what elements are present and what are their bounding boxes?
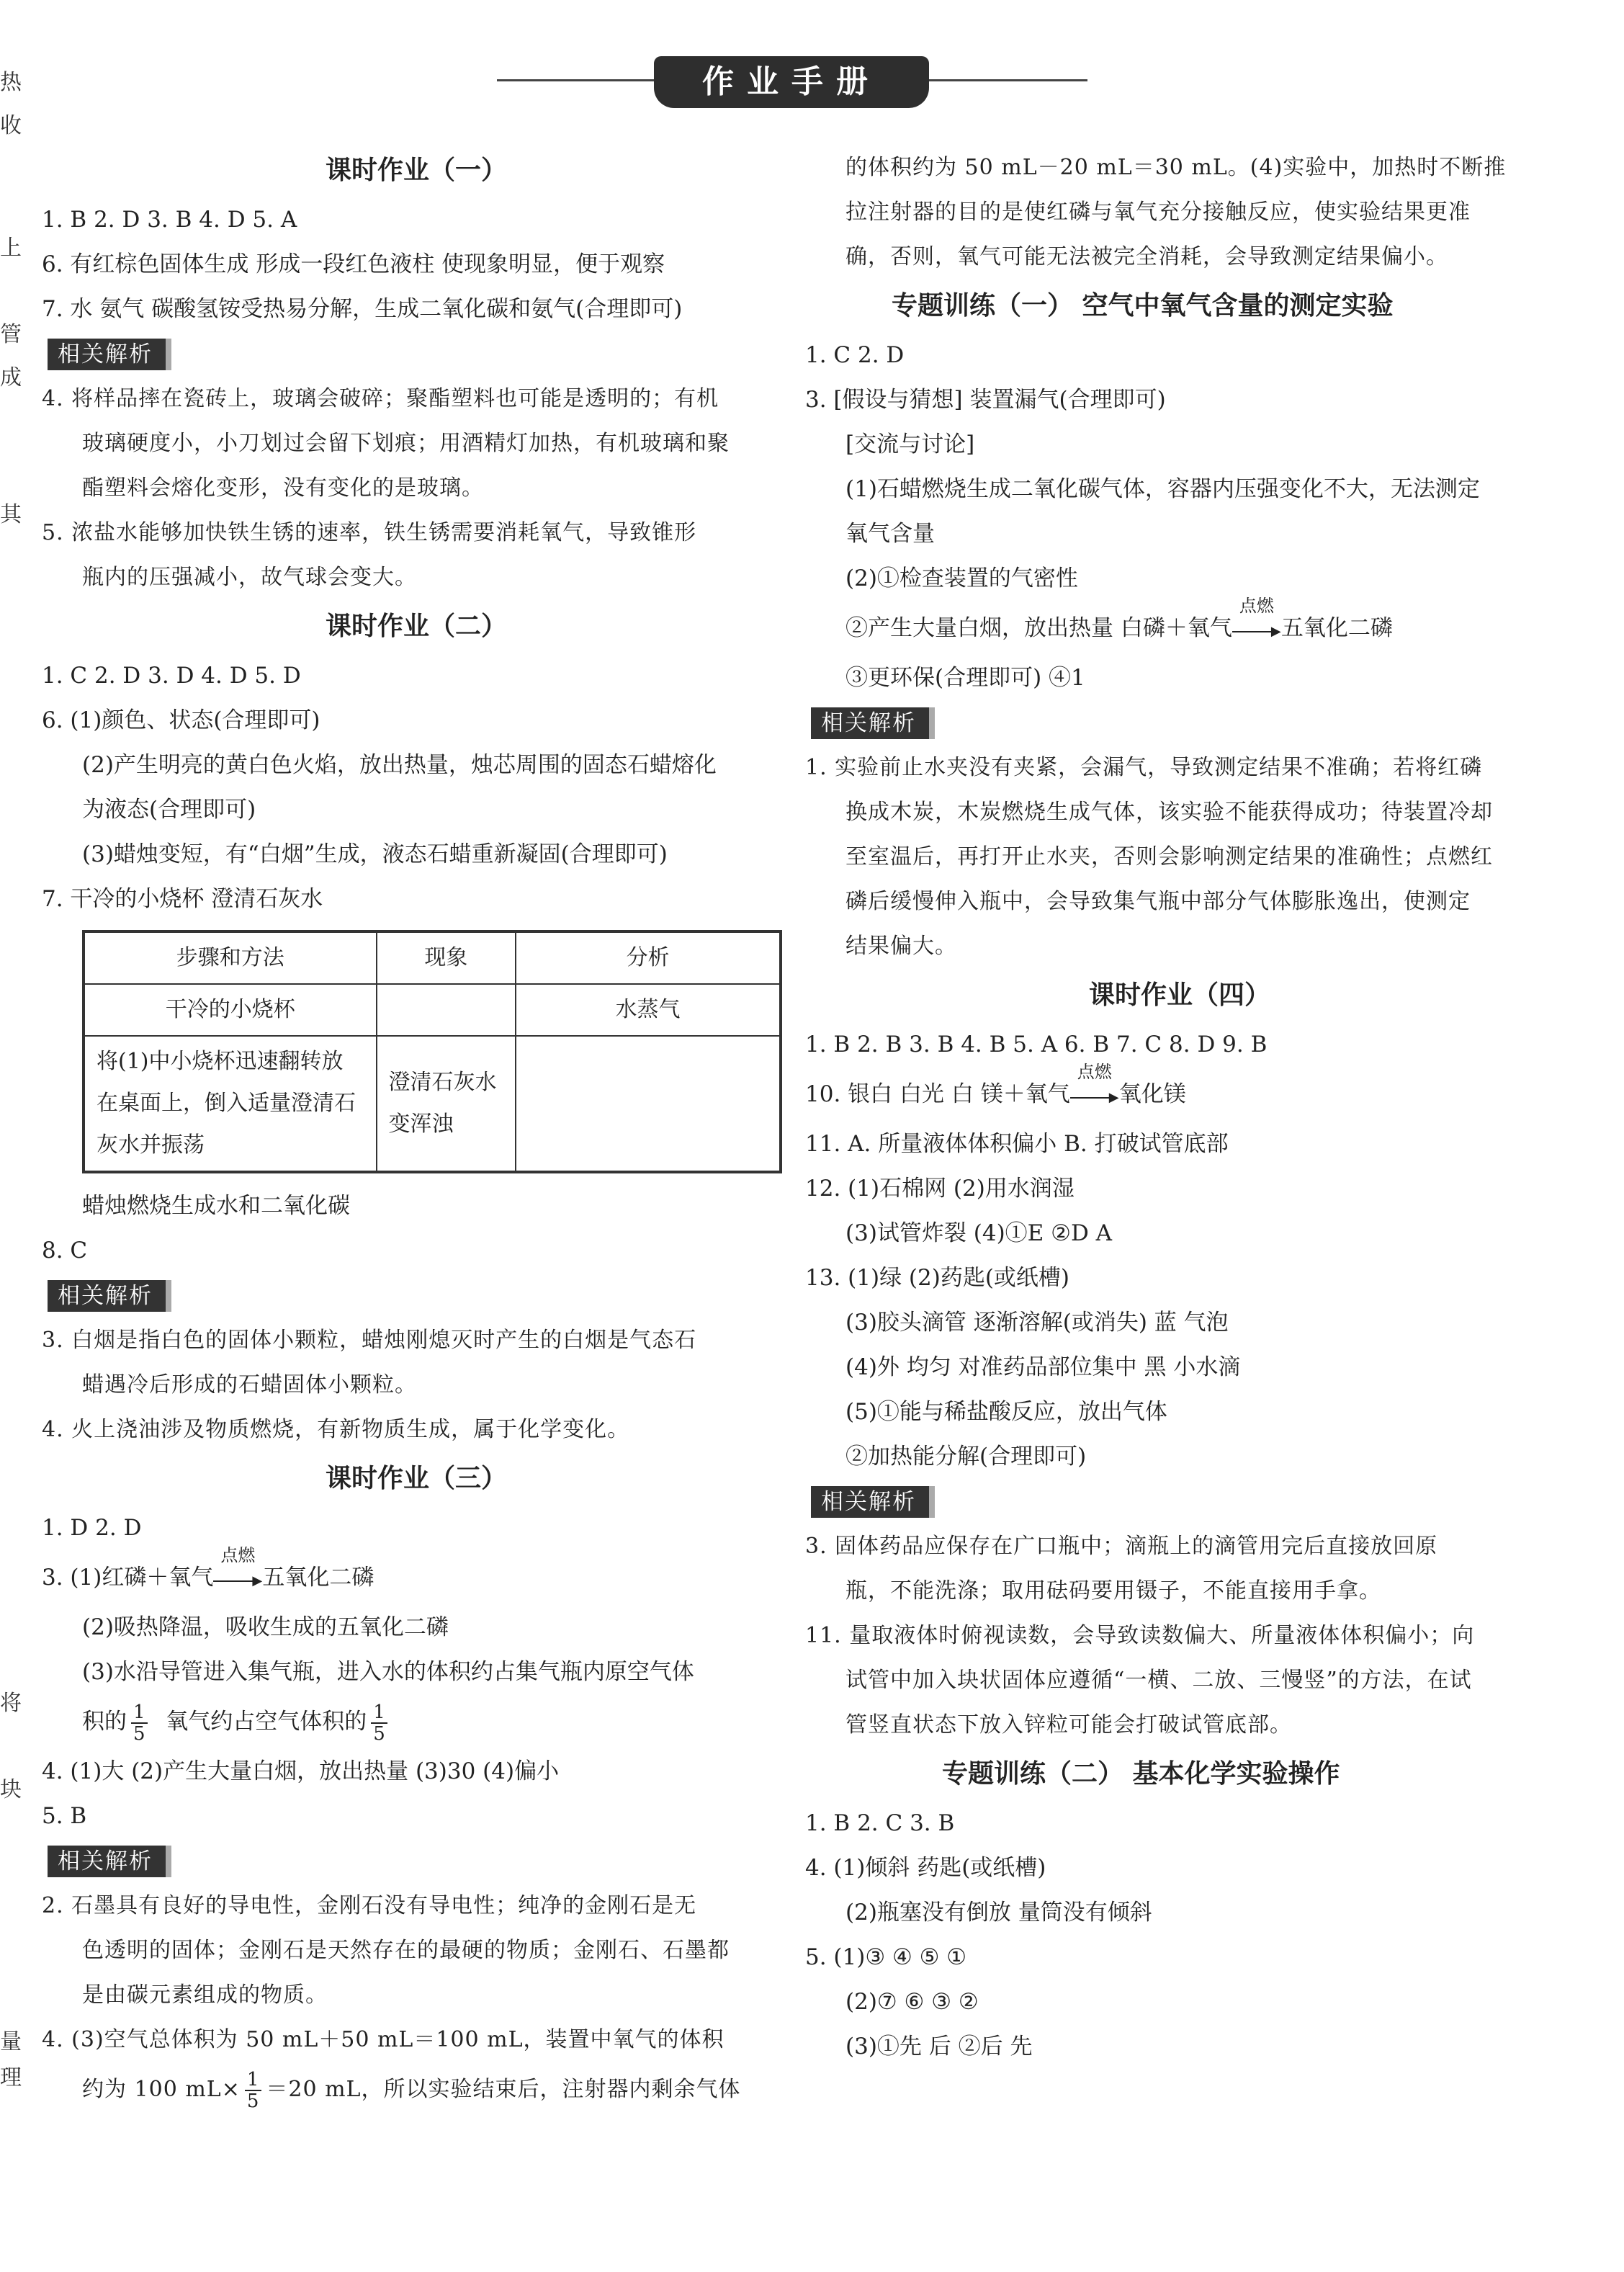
analysis-line: 至室温后，再打开止水夹，否则会影响测定结果的准确性；点燃红 bbox=[845, 844, 1493, 869]
equation-line bbox=[805, 1061, 1554, 1122]
equation-right: 氧化镁 bbox=[1118, 1081, 1186, 1107]
answer-line: 1. C 2. D 3. D 4. D 5. D bbox=[42, 663, 301, 689]
answer-line: 6. 有红棕色固体生成 形成一段红色液柱 使现象明显，便于观察 bbox=[42, 251, 665, 277]
edge-char: 成 bbox=[0, 365, 22, 390]
reaction-arrow: 点燃 ▶ bbox=[213, 1565, 262, 1593]
answer-line: 1. D 2. D bbox=[42, 1515, 142, 1541]
equation-left: 10. 银白 白光 白 镁＋氧气 bbox=[805, 1081, 1070, 1107]
fraction bbox=[371, 1702, 387, 1744]
answer-text: 氧气约占空气体积的 bbox=[166, 1709, 367, 1735]
edge-char: 块 bbox=[0, 1777, 22, 1802]
fraction-numerator: 1 bbox=[371, 1702, 387, 1724]
answer-line: ③更环保(合理即可) ④1 bbox=[845, 665, 1085, 691]
analysis-line: 磷后缓慢伸入瓶中，会导致集气瓶中部分气体膨胀逸出，使测定 bbox=[845, 889, 1471, 914]
analysis-line: 瓶，不能洗涤；取用砝码要用镊子，不能直接用手拿。 bbox=[845, 1578, 1381, 1604]
answer-line: 1. C 2. D bbox=[805, 342, 905, 368]
answer-line: (3)胶头滴管 逐渐溶解(或消失) 蓝 气泡 bbox=[845, 1310, 1229, 1336]
answer-line: ②加热能分解(合理即可) bbox=[845, 1444, 1087, 1470]
table-cell: 水蒸气 bbox=[516, 984, 781, 1036]
answer-line: 8. C bbox=[42, 1238, 88, 1264]
analysis-tag: 相关解析 bbox=[811, 707, 935, 739]
analysis-line: 4. (3)空气总体积为 50 mL＋50 mL＝100 mL，装置中氧气的体积 bbox=[42, 2027, 724, 2052]
analysis-text: 约为 100 mL× bbox=[82, 2077, 241, 2102]
answer-line: (3)蜡烛变短，有“白烟”生成，液态石蜡重新凝固(合理即可) bbox=[82, 841, 668, 867]
answer-line: 4. (1)大 (2)产生大量白烟，放出热量 (3)30 (4)偏小 bbox=[42, 1758, 560, 1784]
answer-line: [交流与讨论] bbox=[845, 431, 975, 457]
analysis-line: 玻璃硬度小，小刀划过会留下划痕；用酒精灯加热，有机玻璃和聚 bbox=[82, 431, 730, 456]
answer-line: 1. B 2. C 3. B bbox=[805, 1810, 955, 1836]
edge-char: 其 bbox=[0, 502, 22, 527]
answer-line: 11. A. 所量液体体积偏小 B. 打破试管底部 bbox=[805, 1131, 1229, 1157]
table-cell: 将(1)中小烧杯迅速翻转放在桌面上，倒入适量澄清石灰水并振荡 bbox=[84, 1036, 377, 1172]
analysis-line: 3. 固体药品应保存在广口瓶中；滴瓶上的滴管用完后直接放回原 bbox=[805, 1534, 1438, 1559]
analysis-line: 的体积约为 50 mL－20 mL＝30 mL。(4)实验中，加热时不断推 bbox=[845, 155, 1507, 180]
reaction-arrow: 点燃 ▶ bbox=[1070, 1081, 1119, 1110]
edge-char: 热 bbox=[0, 70, 22, 95]
section-title: 课时作业（二） bbox=[325, 612, 507, 641]
answer-line: (3)水沿导管进入集气瓶，进入水的体积约占集气瓶内原空气体 bbox=[82, 1659, 694, 1685]
fraction-numerator: 1 bbox=[245, 2070, 262, 2091]
page-title: 作业手册 bbox=[654, 56, 929, 108]
fraction bbox=[131, 1702, 148, 1744]
table-cell: 干冷的小烧杯 bbox=[84, 984, 377, 1036]
analysis-line: 试管中加入块状固体应遵循“一横、二放、三慢竖”的方法，在试 bbox=[845, 1668, 1472, 1693]
answer-line: 5. B bbox=[42, 1803, 87, 1829]
table-header-row bbox=[84, 931, 781, 984]
equation-right: 五氧化二磷 bbox=[262, 1565, 374, 1591]
equation-line bbox=[42, 1544, 791, 1605]
analysis-line: 色透明的固体；金刚石是天然存在的最硬的物质；金刚石、石墨都 bbox=[82, 1938, 730, 1963]
analysis-line: 3. 白烟是指白色的固体小颗粒，蜡烛刚熄灭时产生的白烟是气态石 bbox=[42, 1328, 697, 1353]
analysis-line: 4. 将样品摔在瓷砖上，玻璃会破碎；聚酯塑料也可能是透明的；有机 bbox=[42, 386, 719, 411]
analysis-line: 11. 量取液体时俯视读数，会导致读数偏大、所量液体体积偏小；向 bbox=[805, 1623, 1475, 1648]
answer-line: 7. 干冷的小烧杯 澄清石灰水 bbox=[42, 886, 323, 912]
answer-line: 4. (1)倾斜 药匙(或纸槽) bbox=[805, 1855, 1046, 1881]
edge-char: 上 bbox=[0, 236, 22, 261]
section-title: 课时作业（四） bbox=[1088, 980, 1270, 1010]
left-column bbox=[42, 144, 791, 2117]
section-title: 课时作业（三） bbox=[325, 1464, 507, 1493]
analysis-line: 5. 浓盐水能够加快铁生锈的速率，铁生锈需要消耗氧气，导致锥形 bbox=[42, 520, 697, 545]
fraction-line bbox=[42, 2062, 791, 2117]
answer-line: (4)外 均匀 对准药品部位集中 黑 小水滴 bbox=[845, 1354, 1241, 1380]
reaction-condition: 点燃 bbox=[1239, 595, 1274, 616]
analysis-line: 结果偏大。 bbox=[845, 934, 957, 959]
table-cell: 澄清石灰水变浑浊 bbox=[377, 1036, 516, 1172]
equation-line bbox=[805, 595, 1554, 656]
answer-line: 7. 水 氨气 碳酸氢铵受热易分解，生成二氧化碳和氨气(合理即可) bbox=[42, 296, 683, 322]
fraction-denominator: 5 bbox=[246, 2090, 260, 2112]
edge-char: 将 bbox=[0, 1691, 22, 1716]
answer-line: 为液态(合理即可) bbox=[82, 797, 256, 823]
analysis-line: 拉注射器的目的是使红磷与氧气充分接触反应，使实验结果更准 bbox=[845, 200, 1471, 225]
table-header-cell: 分析 bbox=[516, 931, 781, 984]
fraction-line bbox=[42, 1694, 791, 1749]
reaction-condition: 点燃 bbox=[220, 1544, 256, 1565]
table-cell bbox=[377, 984, 516, 1036]
fraction-denominator: 5 bbox=[133, 1722, 145, 1745]
edge-char: 管 bbox=[0, 322, 22, 347]
analysis-line: 确，否则，氧气可能无法被完全消耗，会导致测定结果偏小。 bbox=[845, 244, 1448, 269]
reaction-arrow: 点燃 ▶ bbox=[1232, 615, 1281, 644]
analysis-tag: 相关解析 bbox=[48, 1280, 171, 1312]
answer-line: (3)试管炸裂 (4)①E ②D A bbox=[845, 1220, 1113, 1246]
analysis-tag: 相关解析 bbox=[48, 1846, 171, 1877]
analysis-line: 换成木炭，木炭燃烧生成气体，该实验不能获得成功；待装置冷却 bbox=[845, 800, 1493, 825]
header-rule-left bbox=[497, 79, 670, 81]
answer-line: 1. B 2. B 3. B 4. B 5. A 6. B 7. C 8. D 9. B bbox=[805, 1032, 1268, 1057]
answer-line: 13. (1)绿 (2)药匙(或纸槽) bbox=[805, 1265, 1070, 1291]
answer-line: (2)⑦ ⑥ ③ ② bbox=[845, 1989, 979, 2015]
section-title: 课时作业（一） bbox=[325, 156, 507, 185]
table-row bbox=[84, 984, 781, 1036]
table-header-cell: 步骤和方法 bbox=[84, 931, 377, 984]
analysis-tag: 相关解析 bbox=[811, 1486, 935, 1518]
answer-line: (3)①先 后 ②后 先 bbox=[845, 2034, 1033, 2059]
analysis-line: 1. 实验前止水夹没有夹紧，会漏气，导致测定结果不准确；若将红磷 bbox=[805, 755, 1483, 780]
fraction bbox=[245, 2070, 262, 2111]
section-title: 专题训练（一） 空气中氧气含量的测定实验 bbox=[892, 291, 1394, 321]
analysis-tag: 相关解析 bbox=[48, 339, 171, 370]
page-header bbox=[497, 56, 1087, 114]
analysis-line: 4. 火上浇油涉及物质燃烧，有新物质生成，属于化学变化。 bbox=[42, 1417, 630, 1442]
equation-left: ②产生大量白烟，放出热量 白磷＋氧气 bbox=[845, 615, 1232, 641]
analysis-line: 酯塑料会熔化变形，没有变化的是玻璃。 bbox=[82, 475, 484, 501]
analysis-line: 管竖直状态下放入锌粒可能会打破试管底部。 bbox=[845, 1712, 1292, 1737]
answer-line: (2)产生明亮的黄白色火焰，放出热量，烛芯周围的固态石蜡熔化 bbox=[82, 752, 717, 778]
experiment-table bbox=[82, 930, 782, 1173]
section-title: 专题训练（二） 基本化学实验操作 bbox=[942, 1759, 1340, 1789]
answer-line: (2)①检查装置的气密性 bbox=[845, 565, 1078, 591]
table-header-cell: 现象 bbox=[377, 931, 516, 984]
equation-right: 五氧化二磷 bbox=[1280, 615, 1393, 641]
analysis-line: 瓶内的压强减小，故气球会变大。 bbox=[82, 565, 417, 590]
edge-char: 理 bbox=[0, 2065, 22, 2090]
fraction-denominator: 5 bbox=[373, 1722, 385, 1745]
analysis-line: 蜡遇冷后形成的石蜡固体小颗粒。 bbox=[82, 1372, 417, 1397]
answer-line: (5)①能与稀盐酸反应，放出气体 bbox=[845, 1399, 1167, 1425]
table-cell bbox=[516, 1036, 781, 1172]
equation-left: 3. (1)红磷＋氧气 bbox=[42, 1565, 214, 1591]
edge-char: 收 bbox=[0, 113, 22, 138]
right-column bbox=[805, 146, 1554, 2069]
answer-line: (1)石蜡燃烧生成二氧化碳气体，容器内压强变化不大，无法测定 bbox=[845, 476, 1480, 502]
answer-text: 积的 bbox=[82, 1709, 127, 1735]
answer-line: 12. (1)石棉网 (2)用水润湿 bbox=[805, 1176, 1075, 1202]
answer-line: (2)吸热降温，吸收生成的五氧化二磷 bbox=[82, 1614, 449, 1640]
answer-line: 6. (1)颜色、状态(合理即可) bbox=[42, 707, 320, 733]
answer-line: 3. [假设与猜想] 装置漏气(合理即可) bbox=[805, 387, 1166, 413]
analysis-text: ＝20 mL，所以实验结束后，注射器内剩余气体 bbox=[266, 2077, 741, 2102]
answer-line: 1. B 2. D 3. B 4. D 5. A bbox=[42, 207, 297, 233]
answer-line: 蜡烛燃烧生成水和二氧化碳 bbox=[82, 1193, 350, 1219]
answer-line: 氧气含量 bbox=[845, 521, 935, 547]
answer-line: 5. (1)③ ④ ⑤ ① bbox=[805, 1944, 967, 1970]
edge-char: 量 bbox=[0, 2029, 22, 2054]
table-row bbox=[84, 1036, 781, 1172]
reaction-condition: 点燃 bbox=[1077, 1061, 1112, 1082]
fraction-numerator: 1 bbox=[131, 1702, 148, 1724]
answer-line: (2)瓶塞没有倒放 量筒没有倾斜 bbox=[845, 1900, 1152, 1926]
header-rule-right bbox=[929, 79, 1087, 81]
analysis-line: 2. 石墨具有良好的导电性，金刚石没有导电性；纯净的金刚石是无 bbox=[42, 1893, 697, 1918]
analysis-line: 是由碳元素组成的物质。 bbox=[82, 1982, 328, 2008]
